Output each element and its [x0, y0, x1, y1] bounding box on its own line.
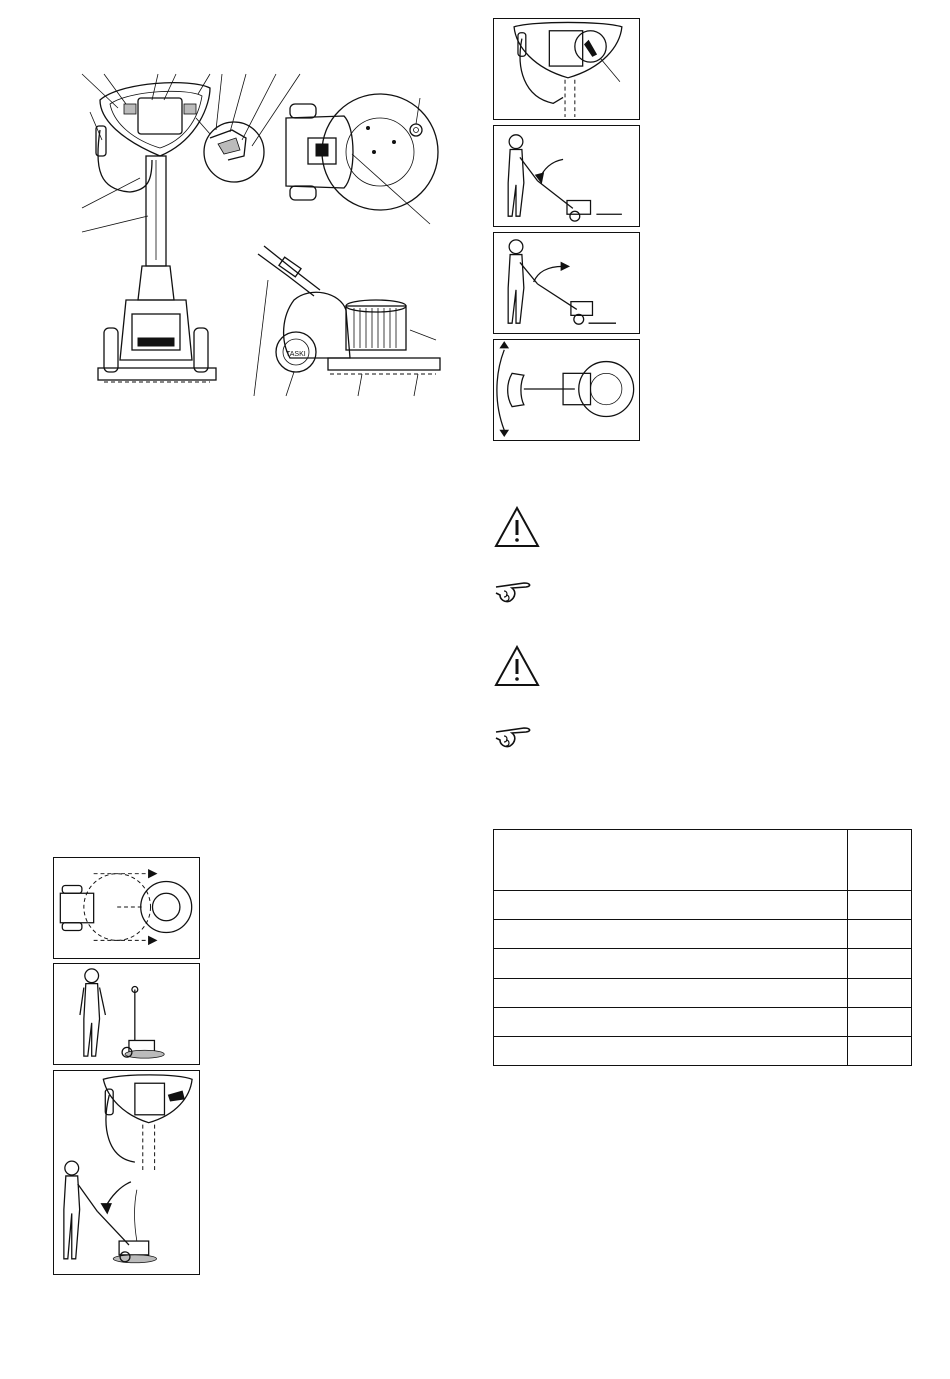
table-row	[494, 891, 912, 920]
table-row	[494, 978, 912, 1007]
warning-triangle-icon	[494, 645, 540, 687]
specification-table	[493, 829, 912, 1066]
machine-side-diagram	[250, 240, 445, 400]
figure-pad-fit	[53, 857, 200, 959]
pointing-hand-icon	[494, 577, 540, 605]
table-header-row	[494, 830, 912, 891]
table-cell-label	[494, 1036, 848, 1065]
table-cell-label	[494, 949, 848, 978]
figure-swing	[493, 339, 640, 441]
machine-top-diagram	[270, 88, 450, 228]
figure-tilt-down	[493, 125, 640, 227]
figure-handle-release	[53, 1070, 200, 1275]
table-cell-value	[848, 949, 912, 978]
table-cell-label	[494, 920, 848, 949]
warning-triangle-icon	[494, 506, 540, 548]
table-cell-value	[848, 1036, 912, 1065]
table-row	[494, 1036, 912, 1065]
figure-stand	[53, 963, 200, 1065]
table-cell-label	[494, 978, 848, 1007]
figure-handle-switch	[493, 18, 640, 120]
table-cell-value	[848, 920, 912, 949]
table-row	[494, 920, 912, 949]
table-cell-value	[848, 1007, 912, 1036]
brand-label-side: TASKI	[286, 351, 306, 358]
table-cell-value	[848, 978, 912, 1007]
table-cell-value	[848, 891, 912, 920]
table-cell-label	[494, 891, 848, 920]
figure-tilt-up	[493, 232, 640, 334]
table-cell-label	[494, 1007, 848, 1036]
table-header-value	[848, 830, 912, 891]
table-row	[494, 949, 912, 978]
table-header-label	[494, 830, 848, 891]
table-row	[494, 1007, 912, 1036]
pointing-hand-icon	[494, 722, 540, 750]
